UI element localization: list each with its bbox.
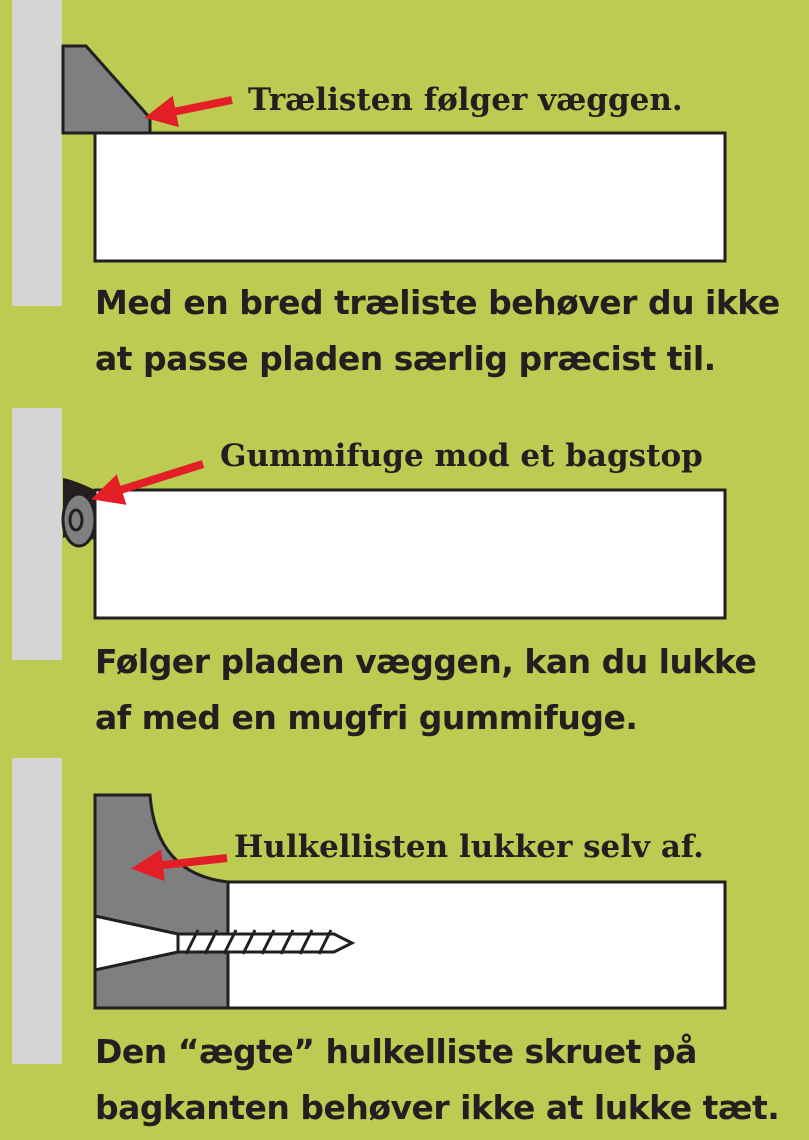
caption-line: Den “ægte” hulkelliste skruet på bbox=[95, 1032, 697, 1071]
arrow-1 bbox=[168, 100, 232, 113]
wall-3 bbox=[12, 758, 62, 1064]
panel-1-drawing bbox=[12, 0, 725, 306]
cove-molding bbox=[95, 795, 228, 1008]
caption-panel-3 bbox=[95, 1024, 779, 1136]
arrow-2 bbox=[114, 464, 203, 492]
caption-panel-1 bbox=[95, 275, 780, 387]
wall-1 bbox=[12, 0, 62, 306]
callout-wood-strip: Trælisten følger væggen. bbox=[248, 82, 683, 118]
backing-rod-outer bbox=[63, 494, 95, 546]
caption-panel-2 bbox=[95, 634, 756, 746]
caption-line: Følger pladen væggen, kan du lukke bbox=[95, 642, 757, 681]
shelf-board-2 bbox=[95, 490, 725, 618]
caption-line: bagkanten behøver ikke at lukke tæt. bbox=[95, 1088, 780, 1127]
callout-cove-molding: Hulkellisten lukker selv af. bbox=[234, 829, 704, 865]
callout-rubber-sealant: Gummifuge mod et bagstop bbox=[220, 438, 703, 474]
caption-line: af med en mugfri gummifuge. bbox=[95, 698, 638, 737]
wood-molding bbox=[63, 46, 150, 133]
panel-3-drawing bbox=[12, 758, 725, 1064]
caption-line: Med en bred træliste behøver du ikke bbox=[95, 283, 780, 322]
caption-line: at passe pladen særlig præcist til. bbox=[95, 339, 716, 378]
wall-2 bbox=[12, 408, 62, 660]
shelf-board-1 bbox=[95, 133, 725, 261]
